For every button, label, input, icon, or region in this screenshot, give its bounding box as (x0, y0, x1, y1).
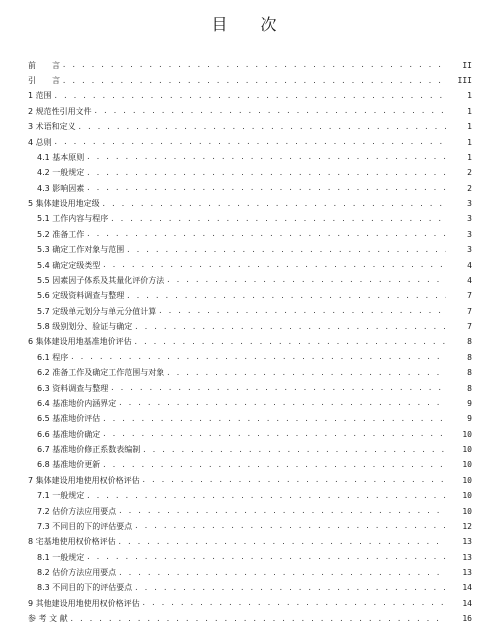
toc-entry-page: 10 (462, 491, 472, 501)
toc-entry[interactable] (0, 120, 488, 135)
dot-leader (70, 616, 446, 623)
toc-entry-page: 8 (467, 337, 472, 347)
toc-entry-label: 6 集体建设用地基准地价评估 (28, 337, 132, 347)
toc-entry-page: 7 (467, 291, 472, 301)
dot-leader (118, 508, 446, 515)
toc-entry[interactable] (0, 366, 488, 381)
dot-leader (134, 523, 446, 530)
dot-leader (54, 93, 446, 100)
dot-leader (142, 600, 446, 607)
toc-entry-label: 5.1 工作内容与程序 (37, 214, 109, 224)
toc-entry[interactable] (0, 150, 488, 165)
toc-entry-label: 8.1 一般规定 (37, 552, 85, 562)
dot-leader (86, 493, 446, 500)
dot-leader (110, 216, 446, 223)
toc-entry-label: 7.3 不同目的下的评估要点 (37, 521, 133, 531)
dot-leader (102, 431, 446, 438)
toc-entry[interactable] (0, 381, 488, 396)
toc-entry-label: 6.3 资料调查与整理 (37, 383, 109, 393)
toc-entry-page: 1 (467, 137, 472, 147)
dot-leader (102, 416, 446, 423)
dot-leader (94, 108, 446, 115)
toc-entry-label: 6.4 基准地价内涵界定 (37, 398, 117, 408)
toc-entry-label: 4.3 影响因素 (37, 183, 85, 193)
toc-entry[interactable] (0, 519, 488, 534)
toc-entry-page: 7 (467, 306, 472, 316)
toc-entry-page: 3 (467, 229, 472, 239)
toc-entry-label: 6.8 基准地价更新 (37, 460, 101, 470)
dot-leader (102, 262, 446, 269)
toc-entry-label: 6.1 程序 (37, 352, 69, 362)
toc-entry[interactable] (0, 504, 488, 519)
dot-leader (118, 570, 446, 577)
toc-entry[interactable] (0, 565, 488, 580)
dot-leader (134, 339, 446, 346)
dot-leader (110, 385, 446, 392)
dot-leader (78, 124, 446, 131)
toc-entry-page: 14 (462, 583, 472, 593)
dot-leader (166, 370, 446, 377)
toc-entry-page: 4 (467, 260, 472, 270)
toc-entry-label: 3 术语和定义 (28, 122, 76, 132)
toc-entry[interactable] (0, 289, 488, 304)
toc-entry-page: 10 (462, 429, 472, 439)
toc-entry-page: 9 (467, 398, 472, 408)
page-title: 目 次 (211, 15, 291, 34)
toc-entry-page: 10 (462, 506, 472, 516)
dot-leader (86, 231, 446, 238)
toc-entry[interactable] (0, 196, 488, 211)
toc-entry-page: 8 (467, 383, 472, 393)
dot-leader (54, 139, 446, 146)
toc-entry-label: 7.1 一般规定 (37, 491, 85, 501)
toc-entry[interactable] (0, 427, 488, 442)
toc-entry-label: 5.5 因素因子体系及其量化评价方法 (37, 275, 165, 285)
toc-entry-page: 1 (467, 152, 472, 162)
dot-leader (118, 539, 446, 546)
toc-entry-page: 7 (467, 322, 472, 332)
toc-entry[interactable] (0, 458, 488, 473)
toc-entry-page: 9 (467, 414, 472, 424)
toc-entry-label: 4 总则 (28, 137, 52, 147)
toc-entry-page: 10 (462, 445, 472, 455)
toc-entry-page: 13 (462, 568, 472, 578)
toc-entry-label: 5.6 定级资料调查与整理 (37, 291, 125, 301)
toc-entry-label: 参 考 文 献 (28, 614, 68, 624)
toc-entry[interactable] (0, 304, 488, 319)
toc-entry[interactable] (0, 535, 488, 550)
toc-entry[interactable] (0, 596, 488, 611)
dot-leader (86, 154, 446, 161)
toc-entry-label: 6.5 基准地价评估 (37, 414, 101, 424)
toc-entry-label: 8 宅基地使用权价格评估 (28, 537, 116, 547)
toc-entry-page: 16 (462, 614, 472, 624)
toc-entry-page: 10 (462, 475, 472, 485)
toc-entry[interactable] (0, 227, 488, 242)
toc-entry-label: 6.2 准备工作及确定工作范围与对象 (37, 368, 165, 378)
toc-entry-label: 前 言 (28, 60, 60, 70)
dot-leader (70, 354, 446, 361)
toc-entry[interactable] (0, 258, 488, 273)
toc-entry-label: 5.8 级别划分、验证与确定 (37, 322, 133, 332)
toc-entry-page: 3 (467, 199, 472, 209)
toc-entry[interactable] (0, 473, 488, 488)
toc-entry-label: 引 言 (28, 76, 60, 86)
toc-entry[interactable] (0, 550, 488, 565)
toc-entry-page: 8 (467, 368, 472, 378)
toc-entry-page: 3 (467, 245, 472, 255)
toc-entry-page: 13 (462, 537, 472, 547)
toc-entry[interactable] (0, 243, 488, 258)
dot-leader (118, 400, 446, 407)
toc-entry-page: II (462, 60, 472, 70)
toc-entry-label: 1 范围 (28, 91, 52, 101)
toc-entry-page: 14 (462, 598, 472, 608)
toc-entry[interactable] (0, 489, 488, 504)
toc-entry-label: 2 规范性引用文件 (28, 106, 92, 116)
toc-entry-label: 7 集体建设用地使用权价格评估 (28, 475, 140, 485)
toc-entry-label: 8.3 不同目的下的评估要点 (37, 583, 133, 593)
toc-entry[interactable] (0, 396, 488, 411)
toc-entry-page: 4 (467, 275, 472, 285)
toc-entry[interactable] (0, 212, 488, 227)
toc-entry-label: 6.7 基准地价修正系数表编制 (37, 445, 141, 455)
toc-entry-page: 12 (462, 521, 472, 531)
toc-entry[interactable] (0, 166, 488, 181)
toc-entry-page: 1 (467, 106, 472, 116)
dot-leader (102, 462, 446, 469)
toc-entry[interactable] (0, 412, 488, 427)
toc-entry[interactable] (0, 73, 488, 88)
dot-leader (86, 185, 446, 192)
toc-entry-label: 4.1 基本原则 (37, 152, 85, 162)
toc-entry-page: 10 (462, 460, 472, 470)
toc-entry[interactable] (0, 89, 488, 104)
dot-leader (86, 554, 446, 561)
toc-entry[interactable] (0, 319, 488, 334)
toc-entry-label: 4.2 一般规定 (37, 168, 85, 178)
dot-leader (126, 247, 446, 254)
toc-entry[interactable] (0, 181, 488, 196)
toc-entry-label: 7.2 估价方法应用要点 (37, 506, 117, 516)
dot-leader (134, 585, 446, 592)
toc-entry-page: 13 (462, 552, 472, 562)
toc-entry-page: 1 (467, 122, 472, 132)
toc-entry-page: 2 (467, 183, 472, 193)
toc-list (0, 58, 488, 627)
toc-entry[interactable] (0, 335, 488, 350)
toc-entry[interactable] (0, 273, 488, 288)
dot-leader (62, 78, 446, 85)
toc-entry[interactable] (0, 58, 488, 73)
toc-entry-page: 8 (467, 352, 472, 362)
dot-leader (62, 62, 446, 69)
toc-entry-label: 8.2 估价方法应用要点 (37, 568, 117, 578)
dot-leader (126, 293, 446, 300)
toc-entry-page: 2 (467, 168, 472, 178)
toc-entry-label: 5.3 确定工作对象与范围 (37, 245, 125, 255)
dot-leader (102, 201, 446, 208)
toc-entry-label: 6.6 基准地价确定 (37, 429, 101, 439)
toc-entry[interactable] (0, 612, 488, 627)
toc-entry-label: 5 集体建设用地定级 (28, 199, 100, 209)
toc-entry-label: 9 其他建设用地使用权价格评估 (28, 598, 140, 608)
toc-entry[interactable] (0, 104, 488, 119)
dot-leader (142, 477, 446, 484)
toc-entry-label: 5.7 定级单元划分与单元分值计算 (37, 306, 157, 316)
dot-leader (166, 277, 446, 284)
toc-entry-label: 5.2 准备工作 (37, 229, 85, 239)
toc-entry[interactable] (0, 581, 488, 596)
toc-entry-page: 1 (467, 91, 472, 101)
dot-leader (86, 170, 446, 177)
dot-leader (158, 308, 446, 315)
toc-entry[interactable] (0, 135, 488, 150)
toc-entry-page: 3 (467, 214, 472, 224)
dot-leader (134, 324, 446, 331)
toc-entry[interactable] (0, 442, 488, 457)
toc-entry-label: 5.4 确定定级类型 (37, 260, 101, 270)
toc-entry-page: III (457, 76, 472, 86)
dot-leader (142, 447, 446, 454)
toc-entry[interactable] (0, 350, 488, 365)
